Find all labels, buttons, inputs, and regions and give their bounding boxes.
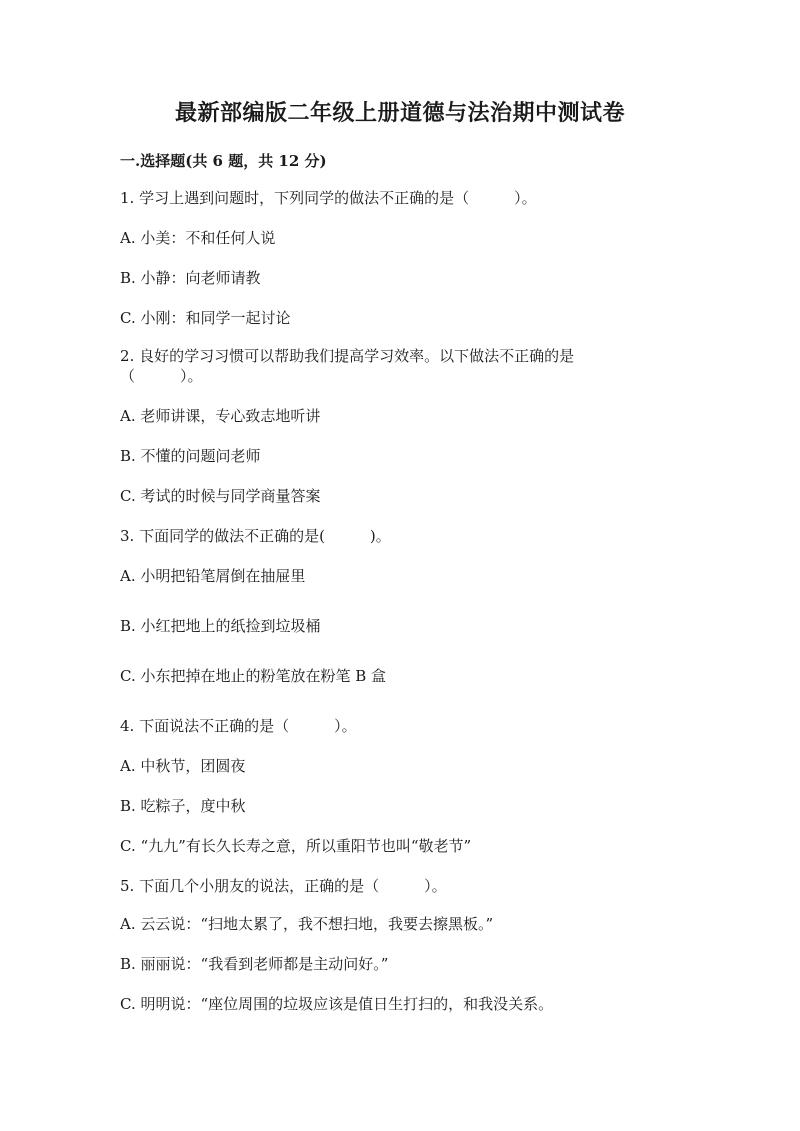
- option-a: A. 云云说：“扫地太累了，我不想扫地，我要去擦黑板。”: [120, 915, 494, 933]
- option-a: A. 小明把铅笔屑倒在抽屉里: [120, 567, 306, 585]
- option-b: B. 吃粽子，度中秋: [120, 797, 246, 815]
- option-c: C. 考试的时候与同学商量答案: [120, 487, 321, 505]
- option-c: C. 小刚：和同学一起讨论: [120, 309, 291, 327]
- option-a: A. 老师讲课，专心致志地听讲: [120, 407, 321, 425]
- section-heading: 一.选择题(共 6 题，共 12 分): [120, 152, 327, 170]
- option-a: A. 小美：不和任何人说: [120, 229, 276, 247]
- option-b: B. 丽丽说：“我看到老师都是主动问好。”: [120, 955, 389, 973]
- page-title: 最新部编版二年级上册道德与法治期中测试卷: [174, 100, 625, 126]
- option-c: C. 明明说：“座位周围的垃圾应该是值日生打扫的，和我没关系。: [120, 995, 554, 1013]
- question-stem: 5. 下面几个小朋友的说法，正确的是（ ）。: [120, 877, 447, 895]
- option-b: B. 小红把地上的纸捡到垃圾桶: [120, 617, 321, 635]
- question-stem: 1. 学习上遇到问题时，下列同学的做法不正确的是（ ）。: [120, 189, 537, 207]
- question-stem: 3. 下面同学的做法不正确的是( )。: [120, 527, 391, 545]
- option-b: B. 不懂的问题问老师: [120, 447, 261, 465]
- question-stem: 2. 良好的学习习惯可以帮助我们提高学习效率。以下做法不正确的是（ ）。: [120, 347, 575, 385]
- question-stem: 4. 下面说法不正确的是（ ）。: [120, 717, 357, 735]
- option-c: C. 小东把掉在地止的粉笔放在粉笔 B 盒: [120, 667, 387, 685]
- option-b: B. 小静：向老师请教: [120, 269, 261, 287]
- option-a: A. 中秋节，团圆夜: [120, 757, 246, 775]
- option-c: C. “九九”有长久长寿之意，所以重阳节也叫“敬老节”: [120, 837, 472, 855]
